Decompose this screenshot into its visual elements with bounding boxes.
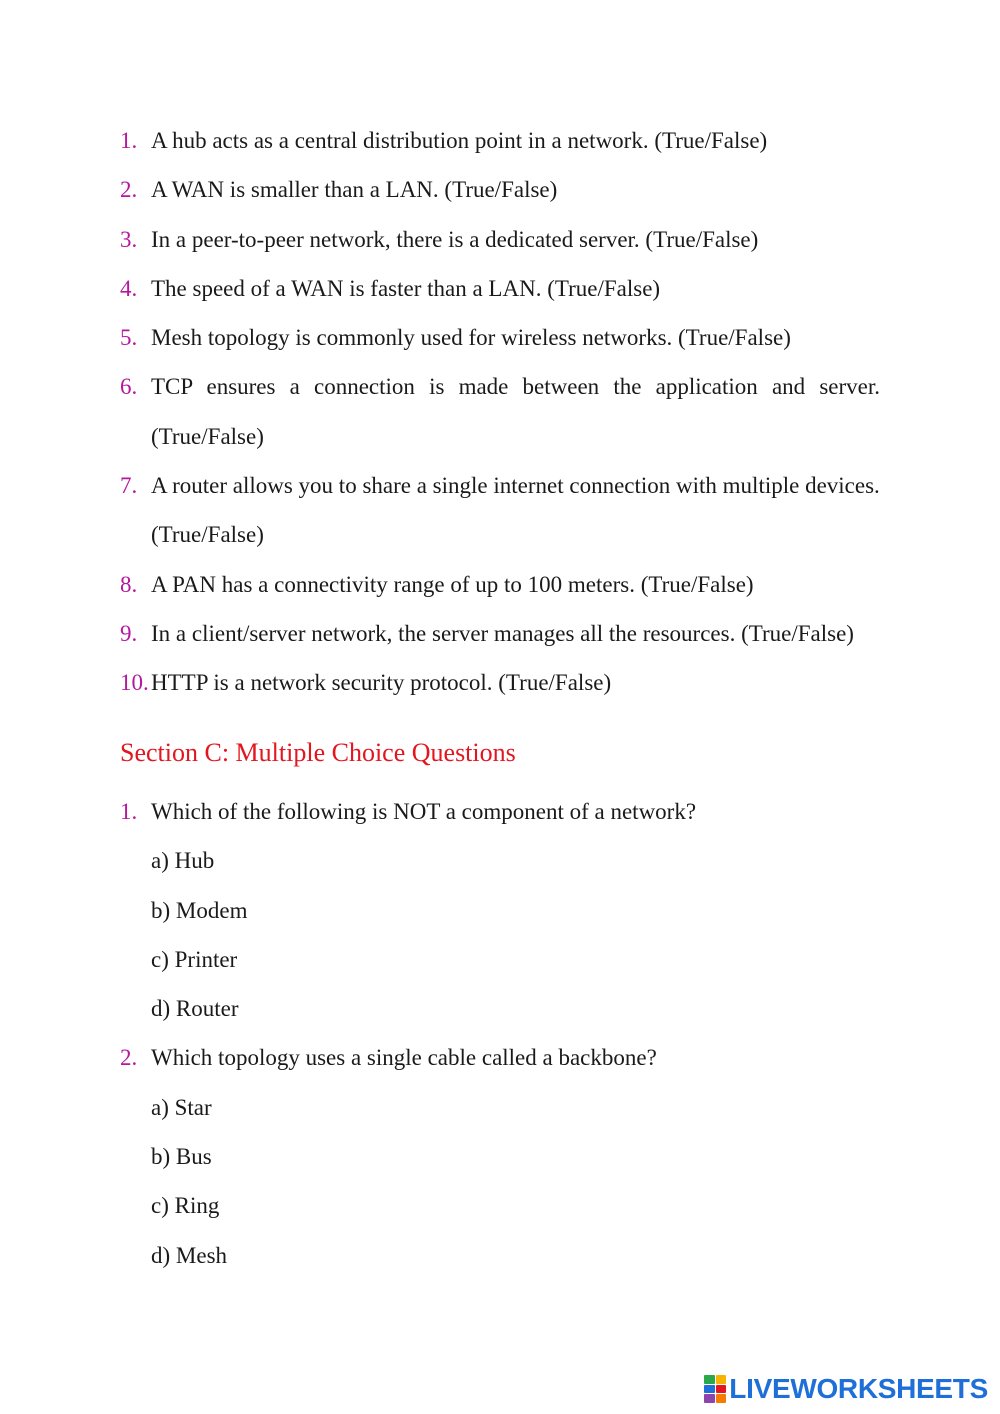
- question-text: In a peer-to-peer network, there is a dedicated server. (True/False): [151, 226, 759, 252]
- question-text: HTTP is a network security protocol. (True/False): [151, 670, 612, 696]
- question-row: [120, 1033, 880, 1082]
- question-number: 1.: [120, 128, 138, 153]
- multiple-choice-list: [120, 787, 880, 1280]
- tf-question-1: [120, 116, 880, 165]
- true-false-list: [120, 116, 880, 708]
- tf-question-3: [120, 215, 880, 264]
- question-number: 3.: [120, 226, 138, 252]
- liveworksheets-logo: [704, 1373, 988, 1405]
- option-c: c) Ring: [151, 1193, 220, 1219]
- question-text: Which of the following is NOT a component of a network?: [151, 799, 697, 824]
- question-number: 5.: [120, 325, 138, 351]
- question-number: 8.: [120, 571, 138, 597]
- option-a: a) Hub: [151, 848, 215, 874]
- option-c: c) Printer: [151, 946, 238, 972]
- liveworksheets-logo-icon: [704, 1375, 726, 1403]
- tf-question-9: [120, 609, 880, 658]
- option-d: d) Mesh: [151, 1242, 228, 1268]
- question-number: 4.: [120, 275, 138, 301]
- tf-question-4: [120, 264, 880, 313]
- option-d: d) Router: [151, 996, 239, 1022]
- question-text: A hub acts as a central distribution point in a network. (True/False): [151, 128, 768, 153]
- question-text: TCP ensures a connection is made between the application and server. (True/False): [151, 374, 880, 449]
- question-text: A WAN is smaller than a LAN. (True/False): [151, 177, 558, 203]
- option-b: b) Bus: [151, 1144, 212, 1170]
- question-text: Mesh topology is commonly used for wireless networks. (True/False): [151, 325, 791, 351]
- option-b: b) Modem: [151, 897, 248, 923]
- option-a: a) Star: [151, 1094, 212, 1120]
- question-number: 10.: [120, 670, 149, 696]
- question-number: 1.: [120, 799, 138, 824]
- tf-question-2: [120, 165, 880, 214]
- mcq-question-2: [120, 1033, 880, 1279]
- question-number: 2.: [120, 1045, 138, 1071]
- section-c-heading: Section C: Multiple Choice Questions: [120, 738, 516, 767]
- question-number: 6.: [120, 374, 138, 400]
- question-text: A router allows you to share a single internet connection with multiple devices. (True/False): [151, 473, 880, 548]
- question-text: The speed of a WAN is faster than a LAN. (True/False): [151, 275, 661, 301]
- tf-question-5: [120, 313, 880, 362]
- mcq-question-1: [120, 787, 880, 1033]
- question-number: 9.: [120, 620, 138, 646]
- question-text: A PAN has a connectivity range of up to 100 meters. (True/False): [151, 571, 754, 597]
- question-number: 7.: [120, 473, 138, 499]
- question-text: Which topology uses a single cable called a backbone?: [151, 1045, 657, 1071]
- liveworksheets-logo-text: LIVEWORKSHEETS: [729, 1373, 988, 1404]
- tf-question-7: [120, 461, 880, 560]
- question-number: 2.: [120, 177, 138, 203]
- tf-question-10: [120, 658, 880, 707]
- tf-question-8: [120, 560, 880, 609]
- tf-question-6: [120, 362, 880, 461]
- question-text: In a client/server network, the server manages all the resources. (True/False): [151, 620, 854, 646]
- question-row: [120, 787, 880, 836]
